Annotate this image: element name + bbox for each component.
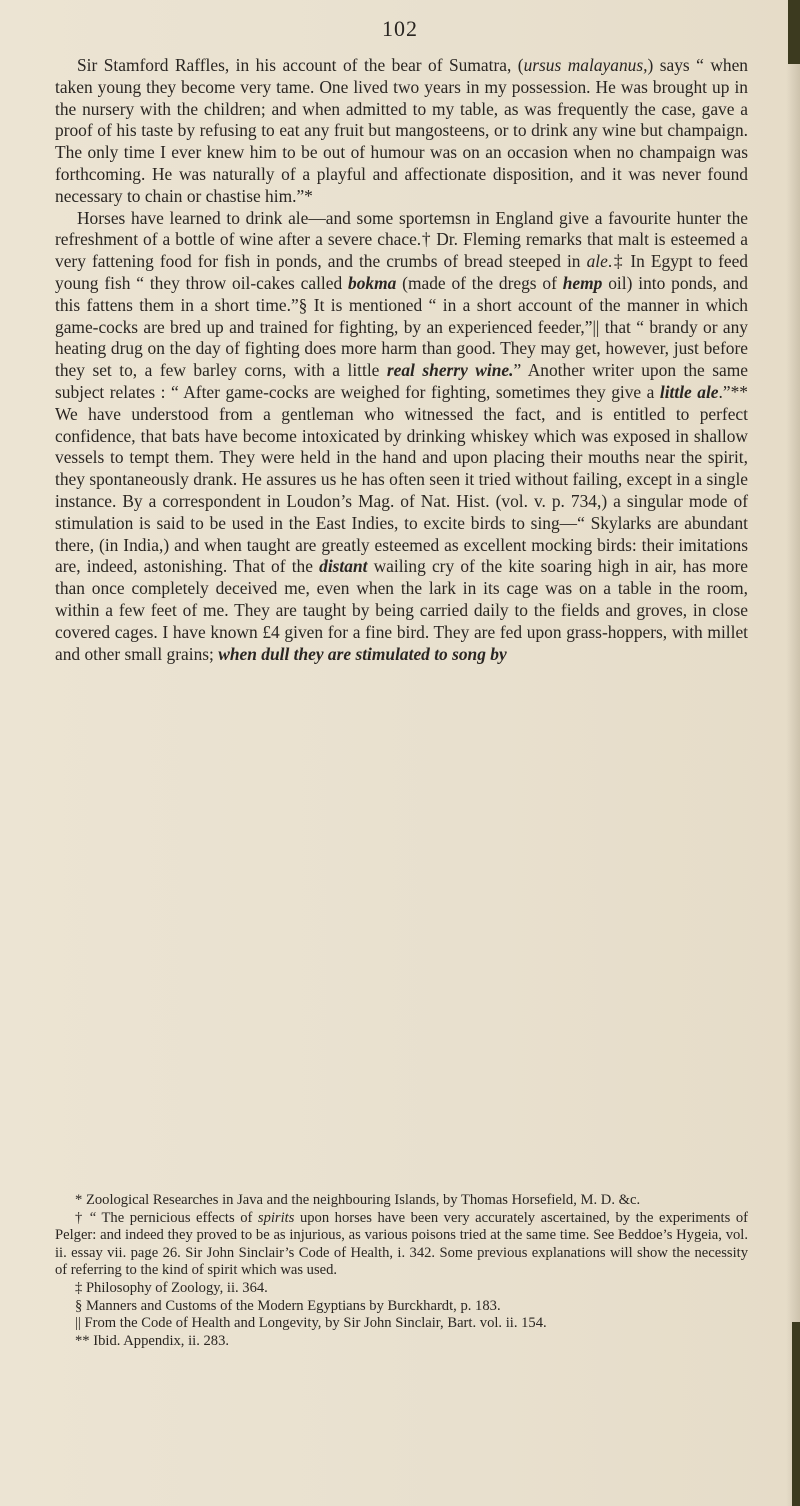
text-run: Sir Stamford Raffles, in his account of the bear of Sumatra, ( xyxy=(77,55,524,75)
footnote-6: ** Ibid. Appendix, ii. 283. xyxy=(75,1332,230,1349)
paragraph-animals-and-drink xyxy=(55,208,748,666)
page-edge-shadow xyxy=(786,0,800,1506)
main-text xyxy=(55,55,748,665)
text-run: .”** We have understood from a gentleman who witnessed the fact, and is entitled to perfect confidence, that bats have become intoxicated by drinking whiskey which was exposed in shallow vessels to tempt them. They were held in the hand and upon placing their mouths near the spirit, they spontaneously drank. He assures us he has often seen it tried without failing, except in a single instance. By a correspondent in Loudon’s Mag. of Nat. Hist. (vol. v. p. 734,) a singular mode of stimulation is said to be used in the East Indies, to excite birds to sing—“ Skylarks are abundant there, (in India,) and when taught are greatly esteemed as excellent mocking birds: their imitations are, indeed, astonishing. That of the xyxy=(55,381,748,577)
text-run: ” Another writer upon the same subject relates : “ After game-cocks are weighed for fighting, sometimes they give a xyxy=(55,360,748,402)
italic-run: ale xyxy=(586,251,608,272)
text-run: wailing cry of the kite soaring high in air, has more than once completely deceived me, even when the lark in its cage was on a table in the room, within a few feet of me. They are taught by being carried daily to the fields and groves, in close covered cages. I have known £4 given for a fine bird. They are fed upon grass-hoppers, with millet and other small grains; xyxy=(55,556,748,664)
footnote-4: § Manners and Customs of the Modern Egyptians by Burckhardt, p. 183. xyxy=(75,1297,501,1314)
italic-run: real sherry wine. xyxy=(386,360,514,381)
footnote-3: ‡ Philosophy of Zoology, ii. 364. xyxy=(75,1279,268,1296)
text-run: † “ The pernicious effects of xyxy=(75,1209,258,1226)
text-run: .‡ In Egypt to feed young fish “ they throw oil-cakes called xyxy=(55,251,748,293)
page-number: 102 xyxy=(382,16,418,41)
text-run: oil) into ponds, and this fattens them in a short time.”§ It is mentioned “ in a short account of the manner in which game-cocks are bred up and trained for fighting, by an experienced feeder,”|| that “ brandy or any heating drug on the day of fighting does more harm than good. They may get, however, just before they set to, a few barley corns, with a little xyxy=(55,272,748,381)
text-run: Horses have learned to drink ale—and some sportemsn in England give a favourite hunter the refreshment of a bottle of wine after a severe chace.† Dr. Fleming remarks that malt is esteemed a very fattening food for fish in ponds, and the crumbs of bread steeped in xyxy=(55,207,748,272)
italic-run: little ale xyxy=(659,381,719,402)
footnotes xyxy=(55,1192,748,1350)
italic-run: when dull they are stimulated to song by xyxy=(218,643,507,664)
italic-run: distant xyxy=(319,556,368,577)
page-edge-mark-bottom xyxy=(792,1322,800,1506)
italic-run: hemp xyxy=(562,272,603,293)
footnote-5: || From the Code of Health and Longevity, by Sir John Sinclair, Bart. vol. ii. 154. xyxy=(75,1315,547,1332)
text-run: ) says “ when taken young they become very tame. One lived two years in my possession. He was brought up in the nursery with the children; and when admitted to my table, as was frequently the case, gave a proof of his taste by refusing to eat any fruit but mangosteens, or to drink any wine but champaign. The only time I ever knew him to be out of humour was on an occasion when no champaign was forthcoming. He was naturally of a playful and affectionate disposition, and it was never found necessary to chain or chastise him.”* xyxy=(55,55,748,206)
footnote-2 xyxy=(55,1210,748,1280)
italic-run: spirits xyxy=(257,1209,295,1226)
text-run: (made of the dregs of xyxy=(396,272,563,293)
footnote-1: * Zoological Researches in Java and the neighbouring Islands, by Thomas Horsefield, M. D. &c. xyxy=(75,1192,641,1208)
italic-run: bokma xyxy=(348,272,397,293)
italic-run: ursus malayanus, xyxy=(523,55,648,75)
paragraph-bear xyxy=(55,55,748,208)
text-run: upon horses have been very accurately ascertained, by the experiments of Pelger: and indeed they proved to be as injurious, as various poisons tried at the same time. See Beddoe’s Hygeia, vol. ii. essay vii. page 26. Sir John Sinclair’s Code of Health, i. 342. Some previous explanations will show the necessity of referring to the kind of spirit which was used. xyxy=(55,1209,748,1279)
